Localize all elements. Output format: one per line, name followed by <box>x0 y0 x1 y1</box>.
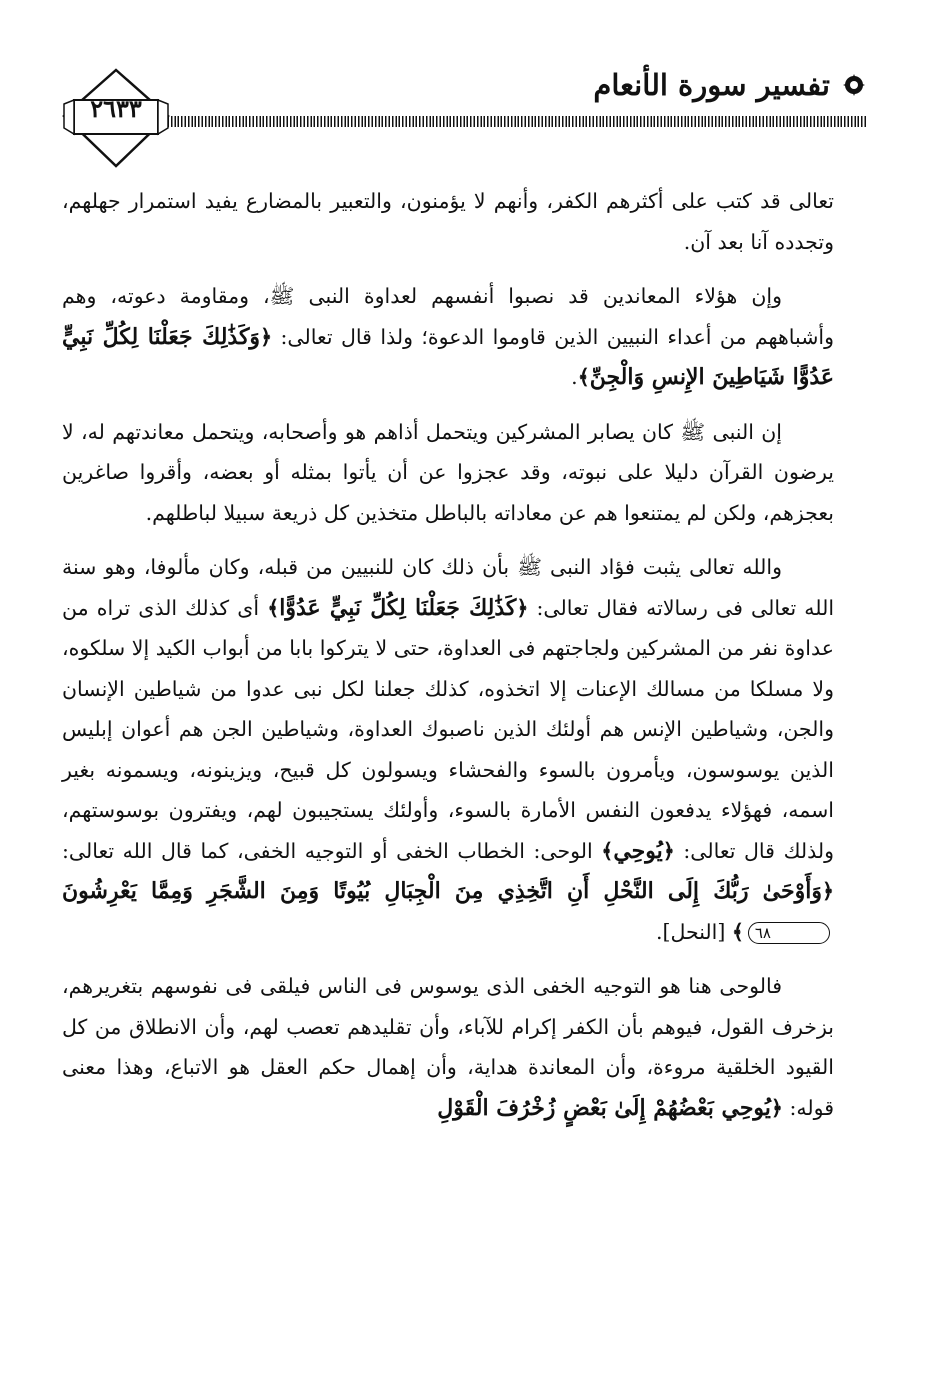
body-text-run: والله تعالى يثبت فؤاد النبى ﷺ بأن ذلك كان للنبيين من قبله، وكان مألوفا، وهو سنة الله تعالى فى رسالاته فقال تعالى: <box>62 555 835 620</box>
quote-bracket: ﴿ <box>260 324 273 349</box>
body-text-run: [النحل]. <box>655 919 732 944</box>
paragraph <box>62 276 834 398</box>
running-title: تفسير سورة الأنعام <box>593 68 830 102</box>
quote-bracket: ﴾ <box>601 838 614 863</box>
quran-quote: كَذَٰلِكَ جَعَلْنَا لِكُلِّ نَبِيٍّ عَدُوًّا <box>279 594 517 621</box>
page-number-frame <box>60 66 172 170</box>
body-text-run: الوحى: الخطاب الخفى أو التوجيه الخفى، كما قال الله تعالى: <box>62 838 602 863</box>
paragraph <box>62 181 834 262</box>
page-header <box>60 58 866 168</box>
body-text-run: فالوحى هنا هو التوجيه الخفى الذى يوسوس فى الناس فيلقى فى نفوسهم بتغريرهم، بزخرف القول، فيوهم بأن الكفر إكرام للآباء، وأن تقليدهم تعصب لهم، وأن الانطلاق من كل القيود الخلقية مروءة، وأن المعاندة هداية، وأن إهمال حكم العقل هو الاتباع، وهذا معنى قوله: <box>62 974 834 1120</box>
body-text-run: إن النبى ﷺ كان يصابر المشركين ويتحمل أذاهم هو وأصحابه، ويتحمل معاندتهم له، لا يرضون القرآن دليلا على نبوته، وقد عجزوا عن أن يأتوا بمثله أو بعضه، وأقروا صاغرين بعجزهم، ولكن لم يمتنعوا هم عن معاداته بالباطل متخذين كل ذريعة سبيلا لباطلهم. <box>62 419 834 525</box>
page-number: ٢٦٣٣ <box>90 94 142 123</box>
quote-bracket: ﴿ <box>770 1095 783 1120</box>
header-title-group <box>593 68 866 102</box>
body-text-run: . <box>571 365 578 389</box>
header-rule <box>152 116 866 127</box>
quote-bracket: ﴿ <box>516 595 529 620</box>
quote-bracket: ﴾ <box>267 595 280 620</box>
body-text <box>62 181 834 1142</box>
paragraph <box>62 412 834 534</box>
quote-bracket: ﴿ <box>662 838 675 863</box>
flower-ornament-icon <box>842 73 866 97</box>
paragraph <box>62 966 834 1128</box>
body-text-run: أى كذلك الذى تراه من عداوة نفر من المشركين ولجاجتهم فى العداوة، حتى لا يتركوا بابا من أبواب الكيد إلا سلكوه، ولا مسلكا من مسالك الإعنات إلا اتخذوه، كذلك جعلنا لكل نبى عدوا من شياطين الإنسان والجن، وشياطين الإنس هم أولئك الذين ناصبوك العداوة، وشياطين الجن هم أعوان إبليس الذين يوسوسون، ويأمرون بالسوء والفحشاء ويسولون كل قبيح، ويزينونه، ويسمونه بغير اسمه، فهؤلاء يدفعون النفس الأمارة بالسوء، وأولئك يستجيبون لهم، ويفترون بوسوستهم، ولذلك قال تعالى: <box>62 595 834 863</box>
quote-bracket: ﴾ <box>577 365 590 389</box>
paragraph <box>62 547 834 952</box>
quran-quote: وَأَوْحَىٰ رَبُّكَ إِلَى النَّحْلِ أَنِ اتَّخِذِي مِنَ الْجِبَالِ بُيُوتًا وَمِنَ الشَّجَرِ وَمِمَّا يَعْرِشُونَ <box>62 878 822 904</box>
quran-quote: وَكَذَٰلِكَ جَعَلْنَا لِكُلِّ نَبِيٍّ عَدُوًّا شَيَاطِينَ الإِنسِ وَالْجِنِّ <box>62 323 834 390</box>
body-text-run: وإن هؤلاء المعاندين قد نصبوا أنفسهم لعداوة النبى ﷺ، ومقاومة دعوته، وهم وأشباههم من أعداء النبيين الذين قاوموا الدعوة؛ ولذا قال تعالى: <box>62 284 834 349</box>
quote-bracket: ﴾ <box>731 919 744 944</box>
verse-number: ٦٨ <box>748 922 830 944</box>
quran-quote: يُوحِي بَعْضُهُمْ إِلَىٰ بَعْضٍ زُخْرُفَ الْقَوْلِ <box>437 1094 771 1121</box>
body-text-run: تعالى قد كتب على أكثرهم الكفر، وأنهم لا يؤمنون، والتعبير بالمضارع يفيد استمرار جهلهم، وتجدده آنا بعد آن. <box>62 189 834 254</box>
quote-bracket: ﴿ <box>821 879 834 903</box>
quran-quote: يُوحِي <box>613 837 663 864</box>
